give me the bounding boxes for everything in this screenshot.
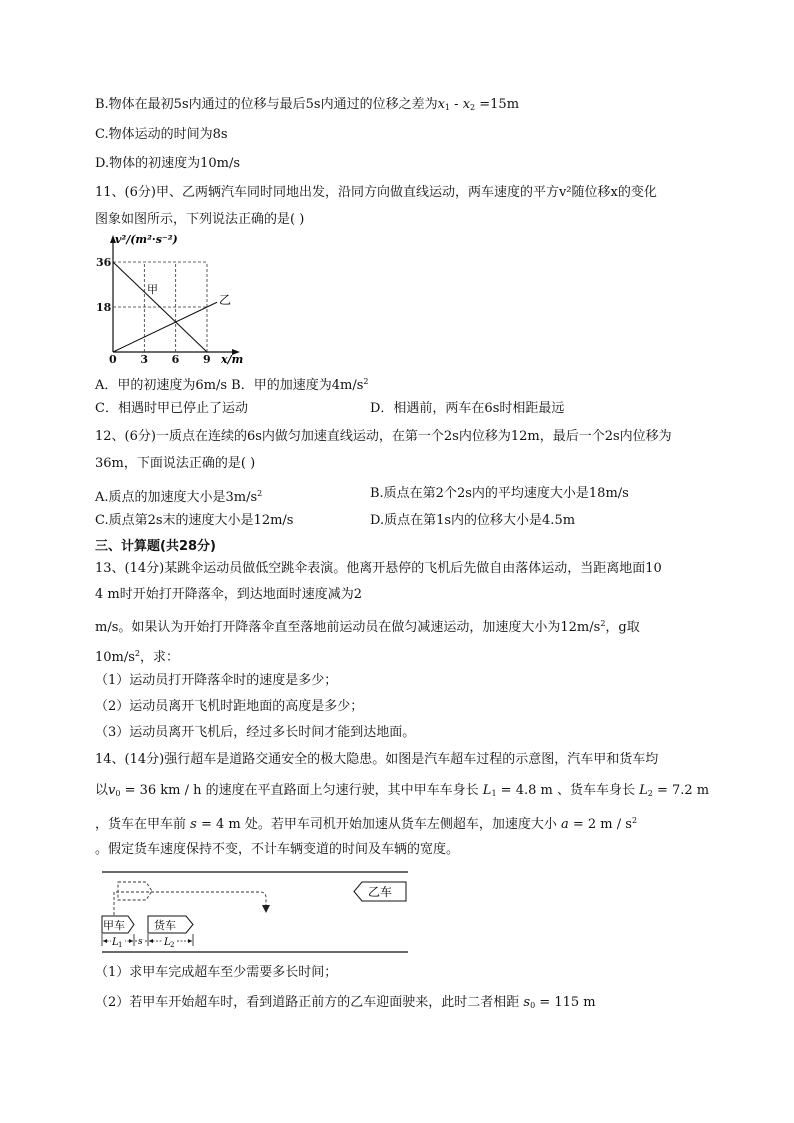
svg-text:L: L bbox=[112, 937, 119, 948]
q14-stem-line1: 14、(14分)强行超车是道路交通安全的极大隐患。如图是汽车超车过程的示意图，汽车甲和货车均 bbox=[95, 752, 659, 767]
y-tick-18: 18 bbox=[96, 301, 112, 314]
svg-text:1: 1 bbox=[118, 941, 123, 949]
q14-stem-line2: 以$v_0 = 36$ km / h 的速度在平直路面上匀速行驶，其中甲车车身长 $L_1 = 4.8$ m 、货车车身长 $L_2 = 7.2$ m bbox=[95, 783, 710, 798]
q12-option-c: C.质点第2s末的速度大小是12m/s bbox=[95, 513, 294, 528]
q14-part1: （1）求甲车完成超车至少需要多长时间； bbox=[95, 965, 338, 980]
series-line-jia bbox=[113, 262, 207, 352]
option-d-prev: D.物体的初速度为10m/s bbox=[95, 156, 241, 171]
x-tick-9: 9 bbox=[203, 353, 211, 366]
q11-options-ab: A．甲的初速度为6m/s B．甲的加速度为$4m/s^2$ bbox=[95, 377, 369, 393]
overtake-target-car bbox=[118, 882, 152, 900]
series-label-jia: 甲 bbox=[147, 283, 158, 296]
x-tick-0: 0 bbox=[109, 353, 117, 366]
q11-stem-line1: 11、(6分)甲、乙两辆汽车同时同地出发，沿同方向做直线运动，两车速度的平方v²随位移x的变化 bbox=[95, 185, 657, 200]
q13-stem-line1: 13、(14分)某跳伞运动员做低空跳伞表演。他离开悬停的飞机后先做自由落体运动，当距离地面10 bbox=[95, 561, 662, 576]
svg-text:甲车: 甲车 bbox=[103, 919, 125, 932]
q12-stem-line2: 36m，下面说法正确的是( ) bbox=[95, 456, 256, 471]
q13-stem-line4: $10m/s^2$，求： bbox=[95, 649, 180, 665]
q12-option-b: B.质点在第2个2s内的平均速度大小是18m/s bbox=[370, 486, 629, 501]
series-label-yi: 乙 bbox=[219, 293, 232, 307]
x-tick-6: 6 bbox=[171, 353, 180, 366]
x-tick-3: 3 bbox=[140, 353, 148, 366]
q14-part2: （2）若甲车开始超车时，看到道路正前方的乙车迎面驶来，此时二者相距 $s_0 = 115$ m bbox=[95, 995, 596, 1010]
q13-part3: （3）运动员离开飞机后，经过多长时间才能到达地面。 bbox=[95, 725, 416, 740]
q12-stem-line1: 12、(6分)一质点在连续的6s内做匀加速直线运动，在第一个2s内位移为12m，最后一个2s内位移为 bbox=[95, 429, 672, 444]
svg-text:乙车: 乙车 bbox=[368, 885, 393, 899]
series-line-yi bbox=[113, 302, 217, 352]
q11-option-d: D．相遇前，两车在6s时相距最远 bbox=[370, 401, 565, 416]
svg-text:s: s bbox=[138, 937, 143, 947]
x-axis-label: x/m bbox=[221, 353, 244, 366]
svg-text:L: L bbox=[164, 937, 171, 948]
section-heading: 三、计算题(共28分) bbox=[95, 539, 216, 554]
y-tick-36: 36 bbox=[96, 256, 112, 269]
svg-text:2: 2 bbox=[170, 941, 175, 949]
option-b-prev: B.物体在最初5s内通过的位移与最后5s内通过的位移之差为$x_1 - x_2 =15m$ bbox=[95, 97, 520, 112]
v2-x-graph bbox=[95, 232, 255, 370]
q12-option-d: D.质点在第1s内的位移大小是4.5m bbox=[370, 513, 576, 528]
q13-part1: （1）运动员打开降落伞时的速度是多少； bbox=[95, 673, 338, 688]
q13-part2: （2）运动员离开飞机时距地面的高度是多少； bbox=[95, 699, 364, 714]
q11-option-c: C．相遇时甲已停止了运动 bbox=[95, 401, 248, 416]
q14-stem-line3: ，货车在甲车前 s = 4 m 处。若甲车司机开始加速从货车左侧超车，加速度大小 a = 2 m / $s^2$ bbox=[95, 816, 638, 832]
option-c-prev: C.物体运动的时间为8s bbox=[95, 127, 228, 142]
overtake-path-arrow bbox=[262, 905, 270, 913]
q13-stem-line3: m/s。如果认为开始打开降落伞直至落地前运动员在做匀减速运动，加速度大小为$12m/s^2$，g取 bbox=[95, 619, 640, 635]
q14-stem-line4: 。假定货车速度保持不变，不计车辆变道的时间及车辆的宽度。 bbox=[95, 842, 460, 857]
svg-text:货车: 货车 bbox=[154, 919, 176, 932]
q12-option-a: A.质点的加速度大小是$3m/s^2$ bbox=[95, 489, 263, 505]
q13-stem-line2: 4 m时开始打开降落伞，到达地面时速度减为2 bbox=[95, 587, 363, 602]
y-axis-label: v²/(m²·s⁻²) bbox=[115, 233, 178, 246]
q11-stem-line2: 图象如图所示，下列说法正确的是( ) bbox=[95, 212, 305, 227]
overtaking-diagram bbox=[100, 868, 412, 958]
